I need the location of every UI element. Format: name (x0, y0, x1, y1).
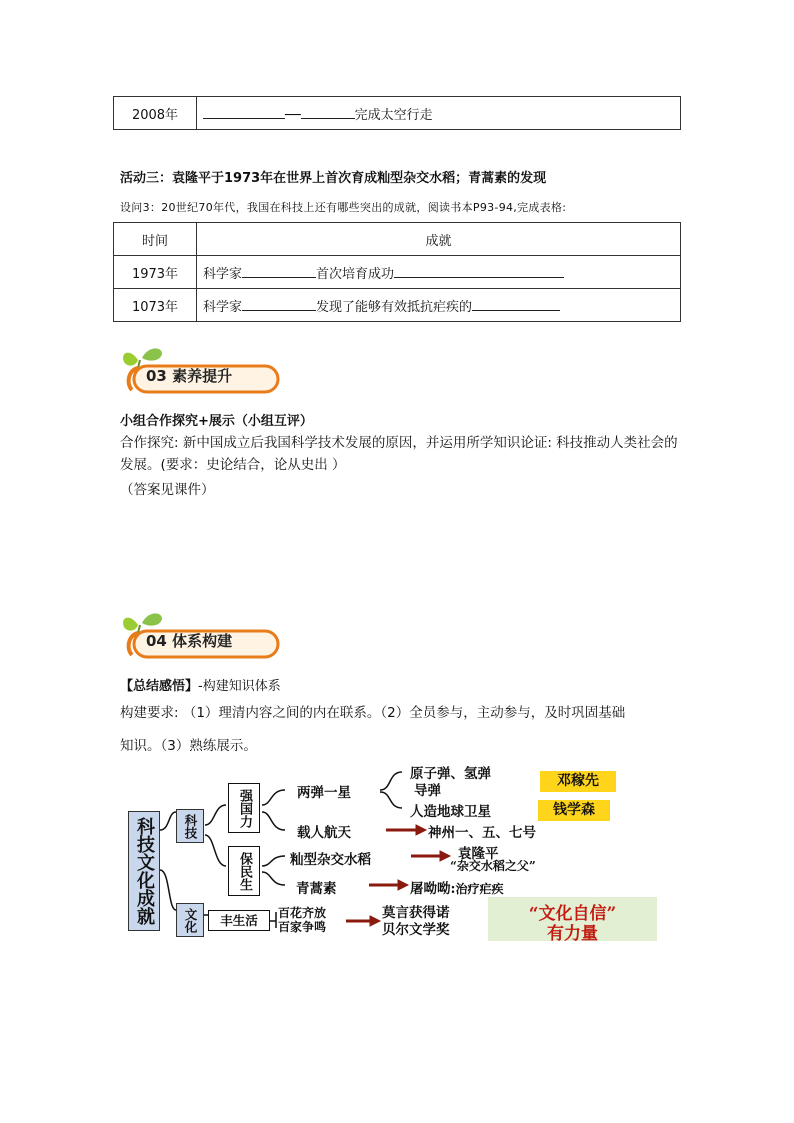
row-text: 发现了能够有效抵抗疟疾的 (316, 299, 473, 315)
wenhua-box: 文化 (176, 903, 204, 937)
deng-highlight: 邓稼先 (540, 771, 616, 792)
xian-label: 籼型杂交水稻 (290, 852, 371, 868)
baijia-label: 百家争鸣 (278, 920, 327, 934)
section4-req-line2: 知识。（3）熟练展示。 (120, 738, 257, 754)
yuanzidan-label: 原子弹、氢弹 (410, 766, 491, 782)
fengshenghuo-box: 丰生活 (208, 910, 270, 931)
row-text: 科学家 (203, 266, 243, 282)
row-year: 1973年 (114, 256, 197, 289)
tu-desc: 治疗疟疾 (455, 882, 504, 896)
badge-label: 03 素养提升 (146, 367, 233, 385)
baominsheng-box: 保民生 (228, 846, 260, 896)
activity3-question: 设问3：20世纪70年代，我国在科技上还有哪些突出的成就，阅读书本P93-94,完成表格: (120, 201, 567, 214)
yuan-title-label: “杂交水稻之父” (450, 859, 536, 873)
year-cell: 2008年 (114, 97, 197, 130)
section3-subtitle: 小组合作探究+展示（小组互评） (120, 414, 313, 429)
header-time: 时间 (114, 223, 197, 256)
slogan-line1: “文化自信” (528, 904, 617, 924)
moyan-line2: 贝尔文学奖 (382, 922, 450, 938)
baihua-label: 百花齐放 (278, 906, 327, 920)
renzao-label: 人造地球卫星 (410, 804, 491, 820)
tail-text: 完成太空行走 (354, 107, 433, 123)
zairen-label: 载人航天 (297, 825, 351, 841)
daodan-label: 导弹 (414, 783, 441, 799)
qiangguoli-box: 强国力 (228, 783, 260, 833)
section3-paragraph: 合作探究: 新中国成立后我国科学技术发展的原因，并运用所学知识论证: 科技推动人类社会的发展。(要求：史论结合，论从史出 ） (120, 435, 678, 473)
qinghao-label: 青蒿素 (296, 881, 337, 897)
subtitle-rest: -构建知识体系 (198, 679, 281, 694)
yuan-label: 袁隆平 (458, 846, 499, 862)
tu-name: 屠呦呦: (410, 881, 456, 897)
keji-box: 科技 (176, 809, 204, 843)
moyan-line1: 莫言获得诺 (382, 905, 450, 921)
badge-label: 04 体系构建 (146, 632, 233, 650)
row-year: 1073年 (114, 289, 197, 322)
shenzhou-label: 神州一、五、七号 (428, 825, 536, 841)
slogan-line2: 有力量 (547, 924, 598, 944)
root-box: 科技文化成就 (128, 811, 160, 931)
section4-req-line1: 构建要求: （1）理清内容之间的内在联系。（2）全员参与，主动参与，及时巩固基础 (120, 705, 626, 721)
qian-highlight: 钱学森 (538, 800, 610, 821)
slogan-box (488, 897, 657, 944)
header-achievement: 成就 (197, 223, 681, 256)
liangdanyixing-label: 两弹一星 (297, 785, 351, 801)
subtitle-bracket: 【总结感悟】 (120, 679, 199, 694)
row-text: 首次培育成功 (316, 266, 395, 282)
activity3-title: 活动三：袁隆平于1973年在世界上首次育成籼型杂交水稻；青蒿素的发现 (120, 171, 547, 186)
tu-label (410, 877, 504, 897)
dash-text: ── (285, 107, 301, 123)
section3-answer: （答案见课件） (120, 482, 215, 498)
row-text: 科学家 (203, 299, 243, 315)
